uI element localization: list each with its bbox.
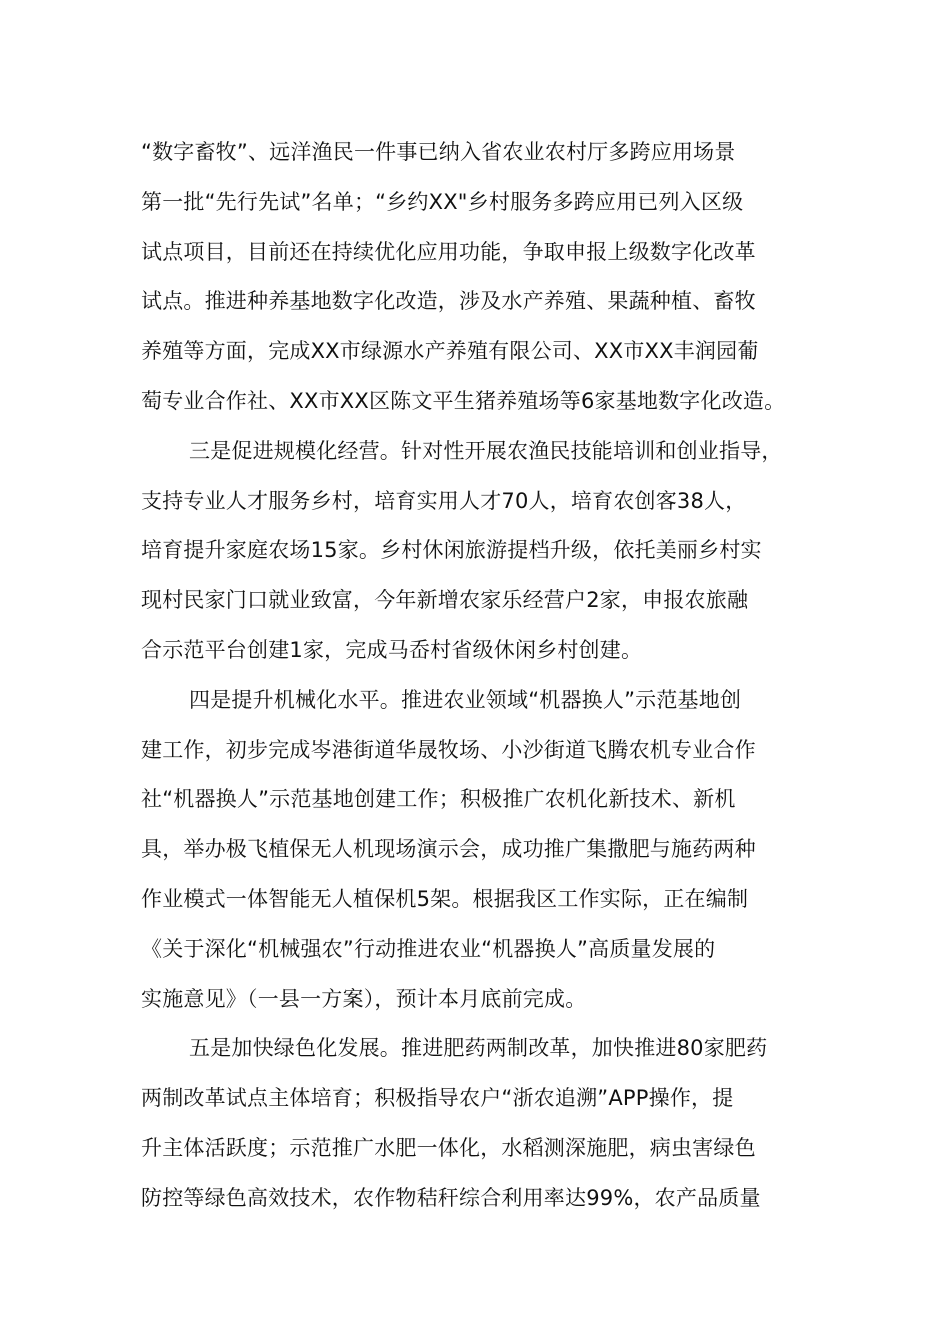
paragraph-scale-operation [141, 427, 813, 676]
text-line: 萄专业合作社、XX市XX区陈文平生猪养殖场等6家基地数字化改造。 [141, 388, 786, 413]
text-line: 试点项目，目前还在持续优化应用功能，争取申报上级数字化改革 [141, 239, 756, 264]
text-line: 具，举办极飞植保无人机现场演示会，成功推广集撒肥与施药两种 [141, 837, 756, 862]
text-line: 支持专业人才服务乡村，培育实用人才70人，培育农创客38人， [141, 488, 747, 513]
text-line: 社“机器换人”示范基地创建工作；积极推广农机化新技术、新机 [141, 787, 736, 812]
text-line: 建工作，初步完成岑港街道华晟牧场、小沙街道飞腾农机专业合作 [141, 737, 756, 762]
text-line: 三是促进规模化经营。针对性开展农渔民技能培训和创业指导， [189, 438, 783, 463]
text-line: 实施意见》（一县一方案），预计本月底前完成。 [141, 986, 587, 1011]
text-line: 培育提升家庭农场15家。乡村休闲旅游提档升级，依托美丽乡村实 [141, 538, 762, 563]
paragraph-mechanization [141, 676, 813, 1025]
text-line: “数字畜牧”、远洋渔民一件事已纳入省农业农村厅多跨应用场景 [141, 140, 736, 164]
text-line: 第一批“先行先试”名单；“乡约XX"乡村服务多跨应用已列入区级 [141, 189, 744, 214]
text-line: 作业模式一体智能无人植保机5架。根据我区工作实际，正在编制 [141, 886, 749, 911]
text-line: 《关于深化“机械强农”行动推进农业“机器换人”高质量发展的 [141, 936, 716, 961]
text-line: 两制改革试点主体培育；积极指导农户“浙农追溯”APP操作，提 [141, 1086, 734, 1111]
document-body [141, 128, 813, 1224]
text-line: 升主体活跃度；示范推广水肥一体化，水稻测深施肥，病虫害绿色 [141, 1135, 756, 1160]
paragraph-green-development [141, 1024, 813, 1223]
text-line: 现村民家门口就业致富，今年新增农家乐经营户2家，申报农旅融 [141, 588, 749, 613]
text-line: 四是提升机械化水平。推进农业领域“机器换人”示范基地创 [189, 687, 742, 712]
text-line: 五是加快绿色化发展。推进肥药两制改革，加快推进80家肥药 [189, 1036, 768, 1061]
text-line: 合示范平台创建1家，完成马岙村省级休闲乡村创建。 [141, 637, 643, 662]
text-line: 防控等绿色高效技术，农作物秸秆综合利用率达99%，农产品质量 [141, 1185, 761, 1210]
text-line: 养殖等方面，完成XX市绿源水产养殖有限公司、XX市XX丰润园葡 [141, 339, 759, 364]
paragraph-digital-reform [141, 128, 813, 427]
text-line: 试点。推进种养基地数字化改造，涉及水产养殖、果蔬种植、畜牧 [141, 289, 756, 314]
